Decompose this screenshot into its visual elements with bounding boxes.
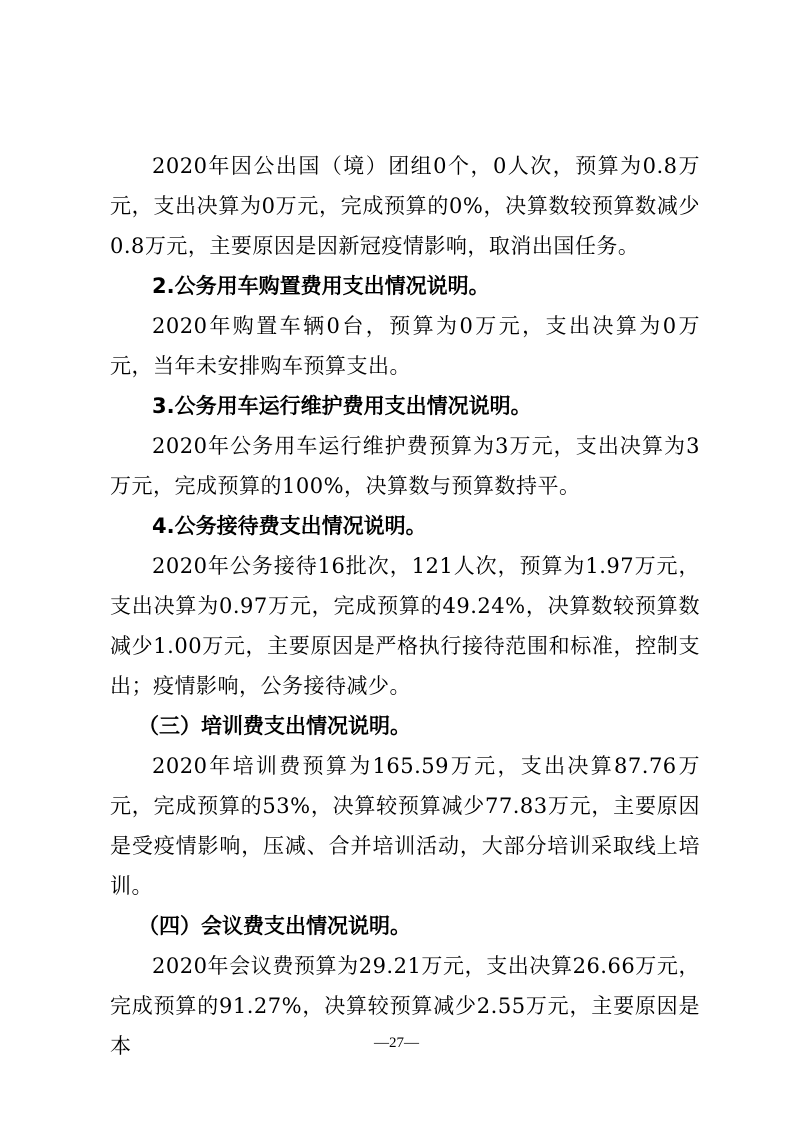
heading-reception: 4.公务接待费支出情况说明。 xyxy=(152,514,427,538)
heading-vehicle-purchase: 2.公务用车购置费用支出情况说明。 xyxy=(152,274,490,298)
heading-training: （三）培训费支出情况说明。 xyxy=(138,714,411,738)
paragraph-training: 2020年培训费预算为165.59万元，支出决算87.76万元，完成预算的53%，决算较预算减少77.83万元，主要原因是受疫情影响，压减、合并培训活动，大部分培训采取线上培训。 xyxy=(110,754,700,898)
document-body xyxy=(110,146,700,1066)
paragraph-vehicle-maintenance: 2020年公务用车运行维护费预算为3万元，支出决算为3万元，完成预算的100%，决算数与预算数持平。 xyxy=(110,434,700,498)
heading-meeting: （四）会议费支出情况说明。 xyxy=(138,914,411,938)
paragraph-vehicle-purchase: 2020年购置车辆0台，预算为0万元，支出决算为0万元，当年未安排购车预算支出。 xyxy=(110,314,700,378)
paragraph-outbound-travel: 2020年因公出国（境）团组0个，0人次，预算为0.8万元，支出决算为0万元，完成预算的0%，决算数较预算数减少0.8万元，主要原因是因新冠疫情影响，取消出国任务。 xyxy=(110,154,700,258)
heading-vehicle-maintenance: 3.公务用车运行维护费用支出情况说明。 xyxy=(152,394,532,418)
paragraph-meeting: 2020年会议费预算为29.21万元，支出决算26.66万元，完成预算的91.27%，决算较预算减少2.55万元，主要原因是本 xyxy=(110,954,700,1058)
page-number: —27— xyxy=(374,1035,419,1051)
paragraph-reception: 2020年公务接待16批次，121人次，预算为1.97万元，支出决算为0.97万元，完成预算的49.24%，决算数较预算数减少1.00万元，主要原因是严格执行接待范围和标准，控制支出；疫情影响，公务接待减少。 xyxy=(110,554,700,698)
